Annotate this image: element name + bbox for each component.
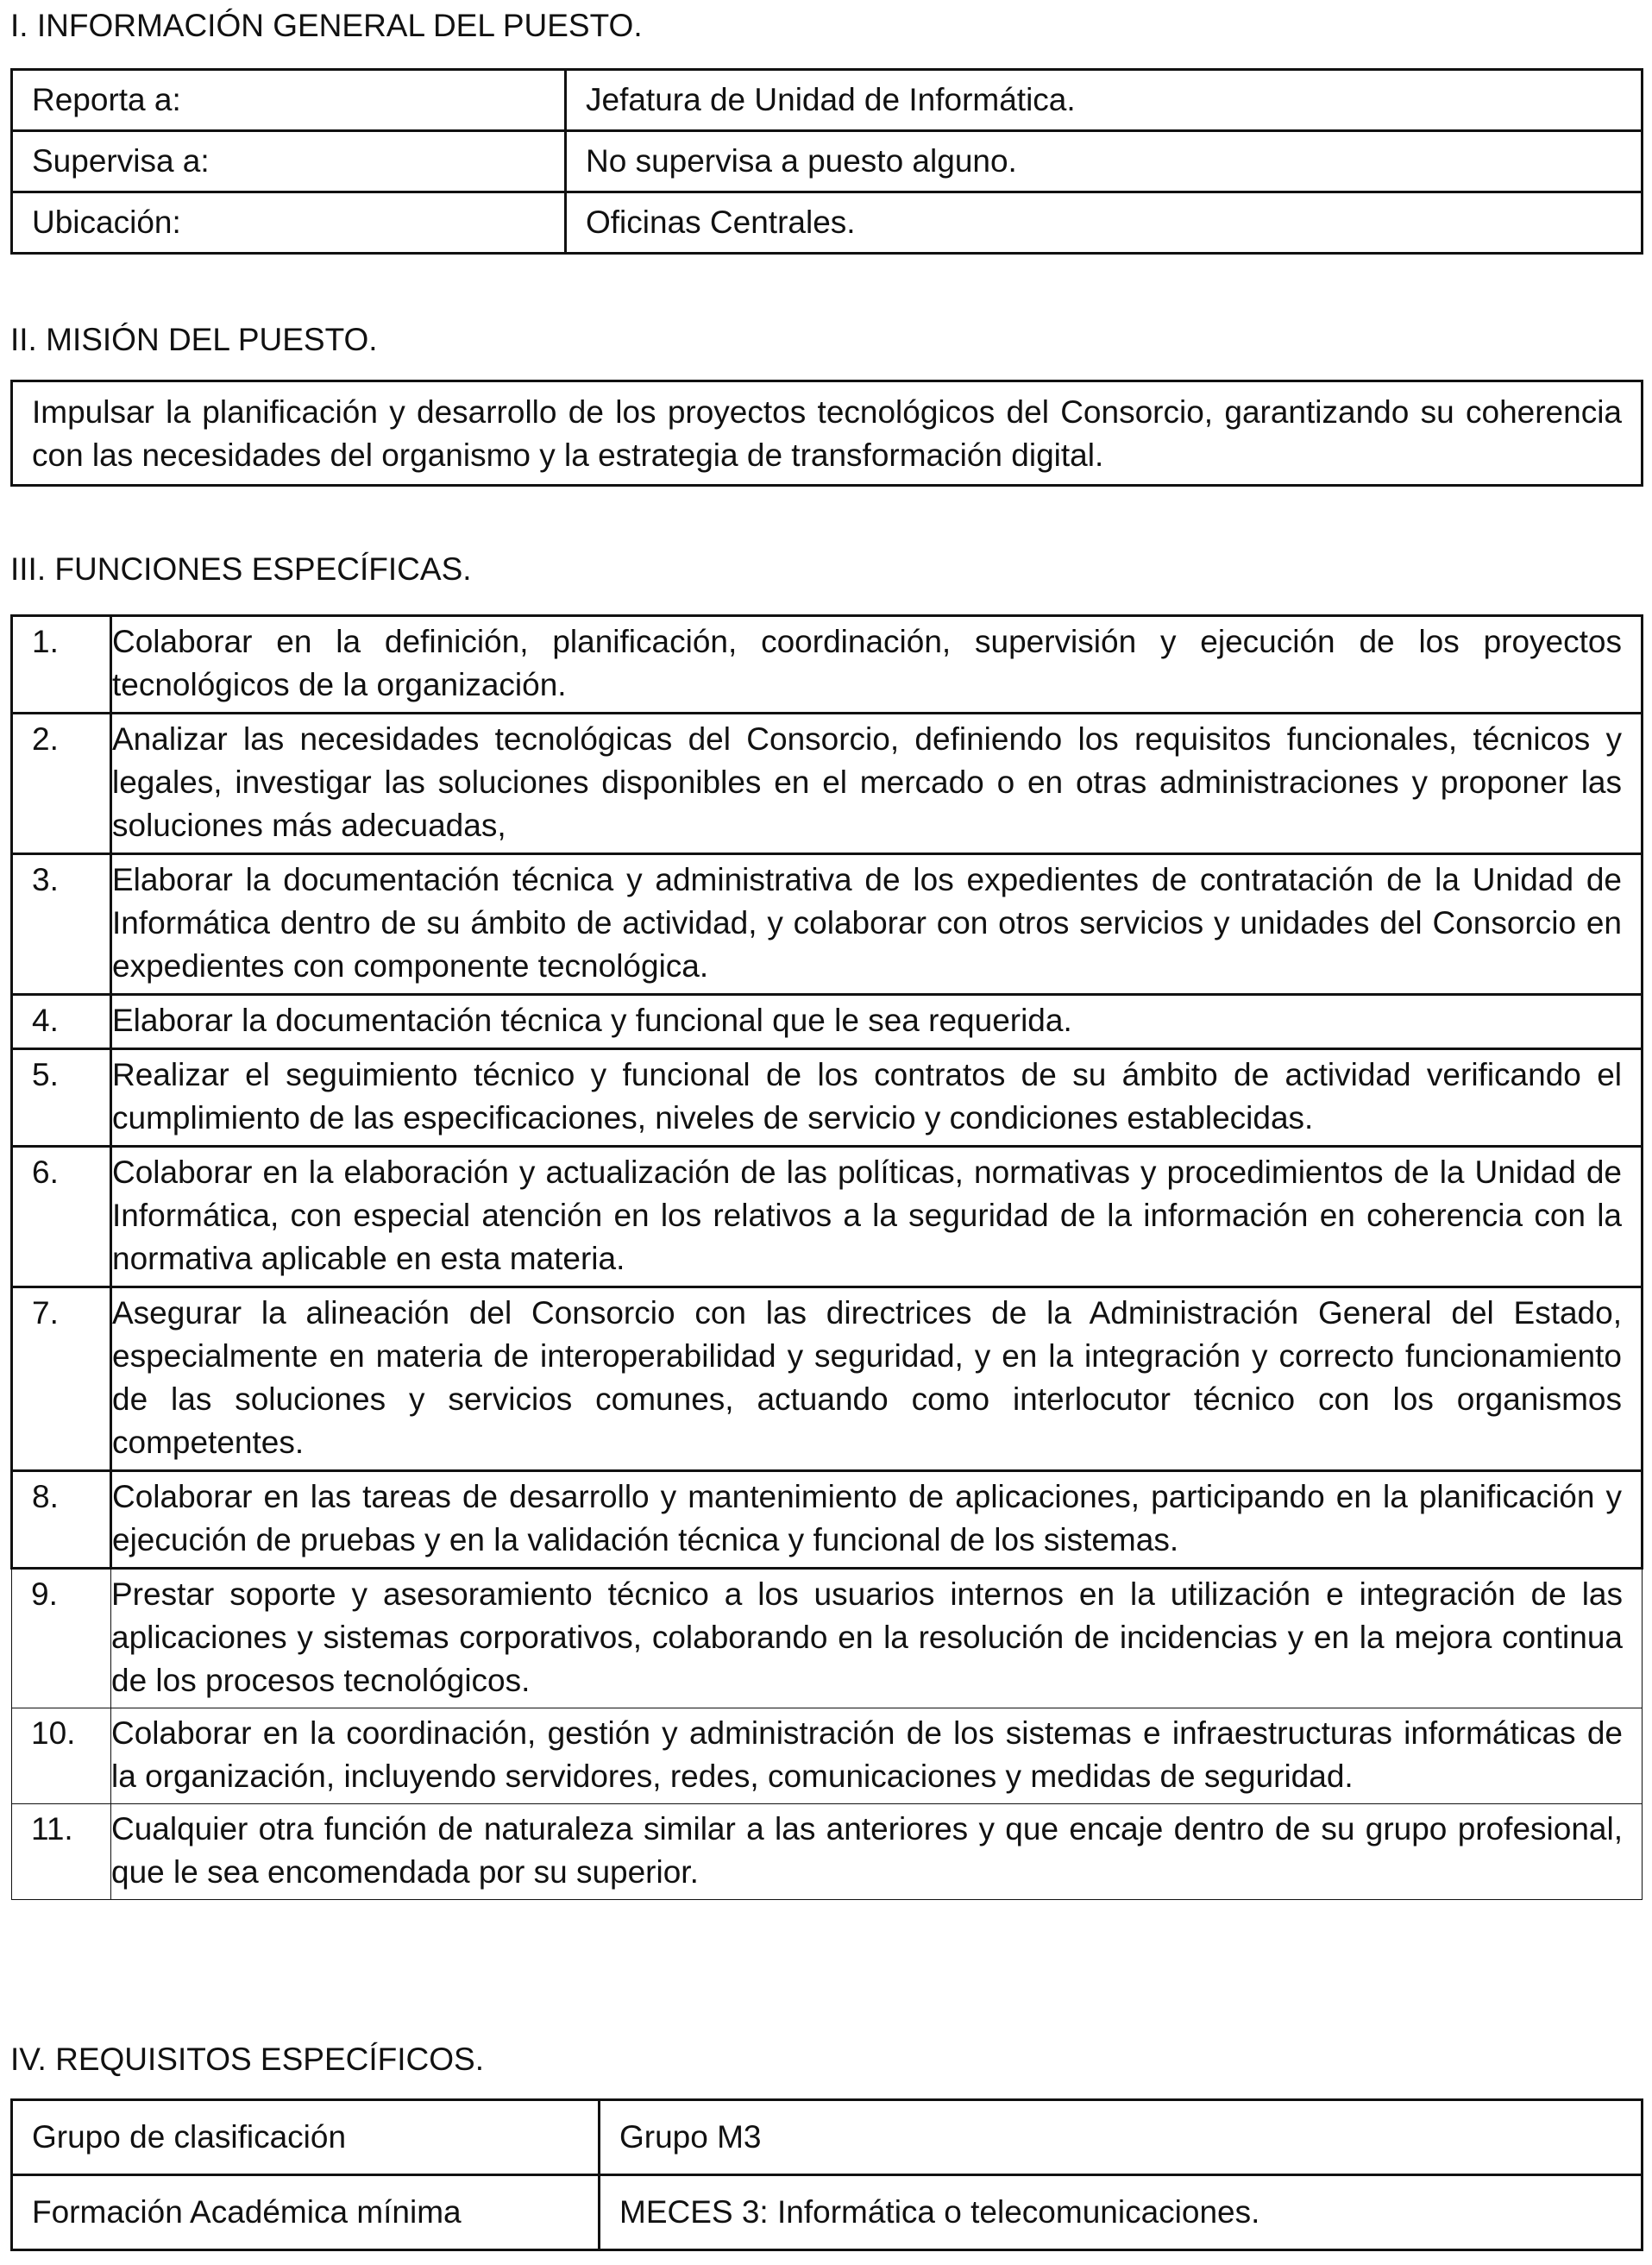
section-title-general: I. INFORMACIÓN GENERAL DEL PUESTO. [10, 8, 643, 43]
label-cell: Ubicación: [12, 192, 566, 254]
function-text: Elaborar la documentación técnica y administrativa de los expedientes de contratación de la Unidad de Informática dentro de su ámbito de actividad, y colaborar con otros servicios y unidades del Consorcio en expedientes con componente tecnológica. [111, 854, 1643, 995]
value-cell: Jefatura de Unidad de Informática. [566, 70, 1643, 131]
function-row [12, 995, 1643, 1049]
funciones-table [10, 614, 1643, 1900]
function-row [12, 1147, 1643, 1287]
function-number: 8. [12, 1471, 111, 1569]
function-row [12, 1287, 1643, 1471]
function-number: 2. [12, 714, 111, 854]
requisitos-table [10, 2098, 1643, 2251]
function-text: Analizar las necesidades tecnológicas del Consorcio, definiendo los requisitos funcionales, técnicos y legales, investigar las soluciones disponibles en el mercado o en otras administraciones y proponer las soluciones más adecuadas, [111, 714, 1643, 854]
table-row [12, 192, 1643, 254]
function-text: Realizar el seguimiento técnico y funcional de los contratos de su ámbito de actividad verificando el cumplimiento de las especificaciones, niveles de servicio y condiciones establecidas. [111, 1049, 1643, 1147]
mision-text: Impulsar la planificación y desarrollo de los proyectos tecnológicos del Consorcio, garantizando su coherencia con las necesidades del organismo y la estrategia de transformación digital. [12, 381, 1643, 486]
table-row [12, 70, 1643, 131]
function-row [12, 1569, 1643, 1708]
function-number: 1. [12, 616, 111, 714]
function-text: Colaborar en la elaboración y actualización de las políticas, normativas y procedimientos de la Unidad de Informática, con especial atención en los relativos a la seguridad de la información en coherencia con la normativa aplicable en esta materia. [111, 1147, 1643, 1287]
label-cell: Reporta a: [12, 70, 566, 131]
table-row [12, 2100, 1643, 2175]
table-row [12, 2175, 1643, 2250]
value-cell: MECES 3: Informática o telecomunicaciones. [600, 2175, 1643, 2250]
function-text: Colaborar en la coordinación, gestión y administración de los sistemas e infraestructuras informáticas de la organización, incluyendo servidores, redes, comunicaciones y medidas de seguridad. [111, 1708, 1643, 1804]
value-cell: Grupo M3 [600, 2100, 1643, 2175]
label-cell: Supervisa a: [12, 131, 566, 192]
function-number: 3. [12, 854, 111, 995]
label-cell: Formación Académica mínima [12, 2175, 600, 2250]
function-text: Elaborar la documentación técnica y funcional que le sea requerida. [111, 995, 1643, 1049]
mision-box [10, 380, 1643, 487]
function-number: 6. [12, 1147, 111, 1287]
function-row [12, 1708, 1643, 1804]
function-row [12, 616, 1643, 714]
section-title-requisitos: IV. REQUISITOS ESPECÍFICOS. [10, 2042, 484, 2077]
function-text: Cualquier otra función de naturaleza similar a las anteriores y que encaje dentro de su grupo profesional, que le sea encomendada por su superior. [111, 1804, 1643, 1900]
function-row [12, 854, 1643, 995]
value-cell: Oficinas Centrales. [566, 192, 1643, 254]
function-text: Colaborar en la definición, planificación, coordinación, supervisión y ejecución de los proyectos tecnológicos de la organización. [111, 616, 1643, 714]
function-number: 7. [12, 1287, 111, 1471]
table-row [12, 131, 1643, 192]
function-row [12, 1471, 1643, 1569]
function-row [12, 1049, 1643, 1147]
function-row [12, 714, 1643, 854]
function-number: 5. [12, 1049, 111, 1147]
label-cell: Grupo de clasificación [12, 2100, 600, 2175]
function-number: 4. [12, 995, 111, 1049]
function-text: Prestar soporte y asesoramiento técnico a los usuarios internos en la utilización e integración de las aplicaciones y sistemas corporativos, colaborando en la resolución de incidencias y en la mejora continua de los procesos tecnológicos. [111, 1569, 1643, 1708]
value-cell: No supervisa a puesto alguno. [566, 131, 1643, 192]
function-number: 9. [12, 1569, 111, 1708]
function-number: 10. [12, 1708, 111, 1804]
function-text: Asegurar la alineación del Consorcio con las directrices de la Administración General del Estado, especialmente en materia de interoperabilidad y seguridad, y en la integración y correcto funcionamiento de las soluciones y servicios comunes, actuando como interlocutor técnico con los organismos competentes. [111, 1287, 1643, 1471]
function-text: Colaborar en las tareas de desarrollo y mantenimiento de aplicaciones, participando en la planificación y ejecución de pruebas y en la validación técnica y funcional de los sistemas. [111, 1471, 1643, 1569]
function-number: 11. [12, 1804, 111, 1900]
section-title-funciones: III. FUNCIONES ESPECÍFICAS. [10, 551, 472, 587]
function-row [12, 1804, 1643, 1900]
section-title-mision: II. MISIÓN DEL PUESTO. [10, 322, 378, 357]
general-info-table [10, 68, 1643, 255]
